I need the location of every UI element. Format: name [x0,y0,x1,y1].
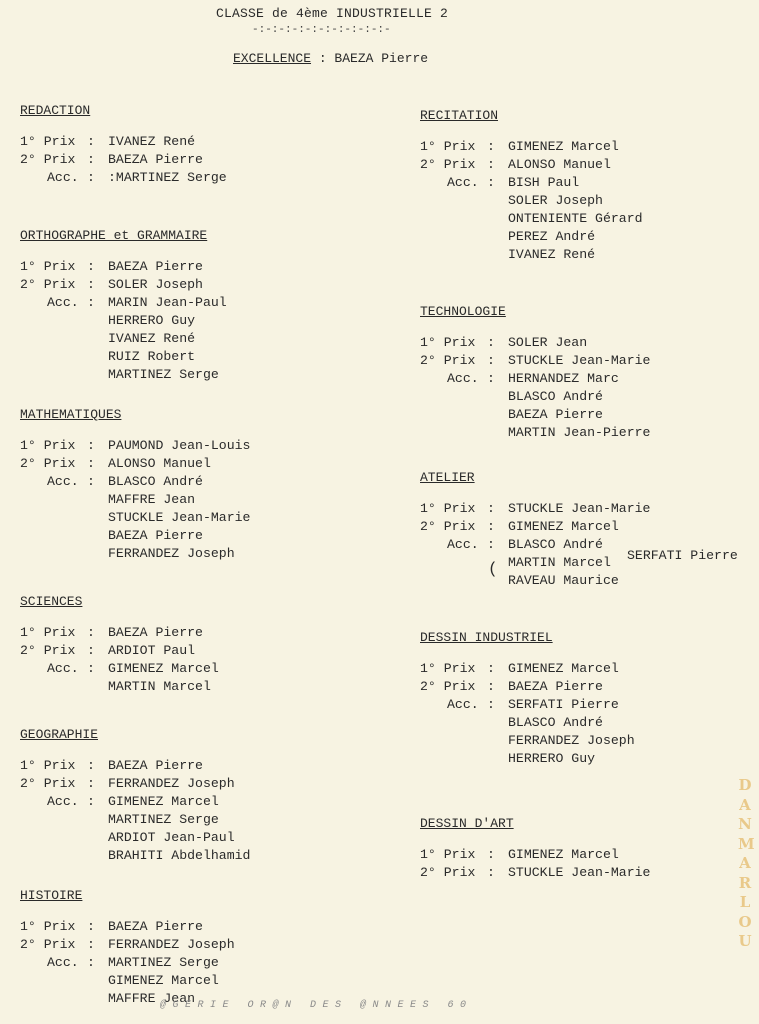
award-rank: 2° Prix [420,519,476,534]
separator: : [87,134,95,149]
excellence-value: : BAEZA Pierre [318,51,429,66]
separator: : [87,152,95,167]
student-name: SOLER Joseph [508,193,603,208]
student-name: MARIN Jean-Paul [108,295,227,310]
student-name: STUCKLE Jean-Marie [108,510,251,525]
section-orthographe [20,228,227,384]
award-line [420,572,619,590]
student-name: SOLER Jean [508,335,588,350]
award-line [20,312,207,330]
excellence-label: EXCELLENCE [233,51,312,66]
separator: : [87,955,95,970]
award-line [20,294,227,312]
award-line [20,624,203,642]
section-geographie [20,727,251,865]
student-name: MARTINEZ Serge [108,367,219,382]
section-heading: ORTHOGRAPHE et GRAMMAIRE [20,228,208,243]
award-line [20,660,219,678]
student-name: HERRERO Guy [108,313,196,328]
student-name: MARTIN Marcel [508,555,611,570]
award-rank: Acc. [447,175,479,190]
separator: : [487,501,495,516]
student-name: STUCKLE Jean-Marie [508,865,651,880]
separator: : [487,679,495,694]
student-name: GIMENEZ Marcel [108,794,219,809]
award-line [20,545,235,563]
separator: : [87,776,95,791]
award-line [20,527,203,545]
award-line [20,133,196,151]
award-line [20,509,251,527]
award-rank: 1° Prix [20,259,76,274]
award-line [20,936,235,954]
award-line [420,536,603,554]
award-rank: 1° Prix [420,335,476,350]
award-rank: 2° Prix [420,679,476,694]
student-name: BRAHITI Abdelhamid [108,848,251,863]
student-name: GIMENEZ Marcel [508,661,619,676]
student-name: SERFATI Pierre [508,697,619,712]
separator: : [487,371,495,386]
award-line [420,406,603,424]
section-histoire [20,888,235,1008]
student-name: BLASCO André [508,715,603,730]
section-technologie [420,304,651,442]
student-name: :MARTINEZ Serge [108,170,227,185]
award-rank: 1° Prix [20,919,76,934]
section-sciences [20,594,219,696]
student-name: FERRANDEZ Joseph [108,776,235,791]
section-dessin-art [420,816,651,882]
watermark-text: DANMARLOU [738,776,755,950]
student-name: ARDIOT Jean-Paul [108,830,235,845]
award-rank: 1° Prix [420,661,476,676]
award-line [20,990,196,1008]
award-line [420,174,580,192]
student-name: BAEZA Pierre [508,679,603,694]
student-name: MARTINEZ Serge [108,955,219,970]
section-heading: DESSIN D'ART [420,816,514,831]
student-name: BAEZA Pierre [108,259,203,274]
separator: : [87,170,95,185]
section-heading: ATELIER [420,470,475,485]
award-rank: 2° Prix [20,152,76,167]
award-rank: 1° Prix [420,847,476,862]
student-name: BLASCO André [508,537,603,552]
separator: : [87,937,95,952]
separator: : [87,643,95,658]
separator: : [87,456,95,471]
student-name: BAEZA Pierre [108,919,203,934]
award-line [20,473,203,491]
award-line [420,334,588,352]
award-line [420,500,651,518]
award-rank: 1° Prix [20,134,76,149]
student-name: GIMENEZ Marcel [508,139,619,154]
award-line [20,491,196,509]
separator: : [87,277,95,292]
award-line [420,156,611,174]
student-name: ONTENIENTE Gérard [508,211,643,226]
award-rank: 2° Prix [420,865,476,880]
section-dessin-industriel [420,630,635,768]
award-rank: Acc. [47,170,79,185]
award-line [20,918,203,936]
award-rank: 2° Prix [20,456,76,471]
student-name: BAEZA Pierre [108,528,203,543]
student-name: MARTIN Marcel [108,679,211,694]
student-name: BAEZA Pierre [508,407,603,422]
student-name: RUIZ Robert [108,349,196,364]
separator: : [87,474,95,489]
student-name: ALONSO Manuel [108,456,211,471]
student-name: GIMENEZ Marcel [108,973,219,988]
separator: : [487,139,495,154]
separator: : [487,661,495,676]
award-line [420,370,619,388]
award-rank: 2° Prix [20,277,76,292]
student-name: FERRANDEZ Joseph [108,937,235,952]
award-line [420,750,596,768]
student-name: MAFFRE Jean [108,991,196,1006]
award-line [420,210,643,228]
award-line [20,847,251,865]
separator: : [487,865,495,880]
student-name: MARTINEZ Serge [108,812,219,827]
student-name: BAEZA Pierre [108,758,203,773]
award-rank: Acc. [447,697,479,712]
award-line [20,775,235,793]
separator: : [87,661,95,676]
student-name: IVANEZ René [508,247,596,262]
student-name: PAUMOND Jean-Louis [108,438,251,453]
class-title: CLASSE de 4ème INDUSTRIELLE 2 [216,6,449,21]
section-recitation [420,108,643,264]
award-line [20,366,219,384]
student-name: HERRERO Guy [508,751,596,766]
award-rank: 1° Prix [20,438,76,453]
section-heading: MATHEMATIQUES [20,407,122,422]
separator: : [87,259,95,274]
student-name: GIMENEZ Marcel [508,519,619,534]
award-rank: 2° Prix [420,353,476,368]
award-line [420,228,596,246]
award-line [20,954,219,972]
award-line [20,811,219,829]
award-line [20,348,207,366]
separator: : [487,537,495,552]
student-name: RAVEAU Maurice [508,573,619,588]
award-line [420,696,619,714]
student-name: GIMENEZ Marcel [508,847,619,862]
award-rank: 1° Prix [420,501,476,516]
award-line [20,642,196,660]
award-line [420,554,611,572]
award-rank: 1° Prix [20,758,76,773]
separator: : [87,758,95,773]
student-name: ARDIOT Paul [108,643,196,658]
award-line [420,138,619,156]
student-name: MAFFRE Jean [108,492,196,507]
award-line [420,388,603,406]
award-rank: 2° Prix [20,937,76,952]
award-rank: 1° Prix [420,139,476,154]
award-line [20,151,203,169]
student-name: IVANEZ René [108,134,196,149]
student-name: FERRANDEZ Joseph [508,733,635,748]
student-name: FERRANDEZ Joseph [108,546,235,561]
award-line [20,678,211,696]
section-heading: GEOGRAPHIE [20,727,99,742]
award-line [20,757,203,775]
student-name: BISH Paul [508,175,580,190]
section-heading: TECHNOLOGIE [420,304,506,319]
separator: : [487,335,495,350]
award-rank: 1° Prix [20,625,76,640]
student-name: BLASCO André [108,474,203,489]
award-line [420,732,635,750]
award-line [20,437,251,455]
award-line [20,169,227,187]
atelier-aside-name: SERFATI Pierre [627,548,738,563]
award-line [20,276,207,294]
student-name: BAEZA Pierre [108,625,203,640]
award-line [20,793,219,811]
award-rank: 2° Prix [420,157,476,172]
award-rank: Acc. [47,474,79,489]
student-name: PEREZ André [508,229,596,244]
section-heading: REDACTION [20,103,91,118]
separator: : [487,353,495,368]
award-line [420,714,603,732]
student-name: IVANEZ René [108,331,196,346]
section-heading: SCIENCES [20,594,83,609]
award-rank: Acc. [47,955,79,970]
separator: : [487,175,495,190]
section-mathematiques [20,407,251,563]
separator: : [487,519,495,534]
section-atelier [420,470,738,590]
award-line [420,846,619,864]
award-rank: Acc. [447,537,479,552]
decorative-divider: -:-:-:-:-:-:-:-:-:-:- [252,24,391,36]
award-line [20,972,219,990]
bracket-mark: ( [488,560,498,578]
section-redaction [20,103,227,187]
award-line [420,518,619,536]
separator: : [87,625,95,640]
student-name: BLASCO André [508,389,603,404]
student-name: STUCKLE Jean-Marie [508,353,651,368]
award-rank: Acc. [47,794,79,809]
award-rank: 2° Prix [20,643,76,658]
award-rank: Acc. [447,371,479,386]
award-rank: Acc. [47,661,79,676]
award-rank: 2° Prix [20,776,76,791]
award-line [420,352,651,370]
award-line [20,455,211,473]
excellence-line [233,51,428,66]
student-name: BAEZA Pierre [108,152,203,167]
footer-caption: @GERIE OR@N DES @NNEES 60 [160,1000,473,1011]
section-heading: HISTOIRE [20,888,83,903]
separator: : [87,794,95,809]
section-heading: DESSIN INDUSTRIEL [420,630,553,645]
separator: : [487,847,495,862]
student-name: GIMENEZ Marcel [108,661,219,676]
award-line [420,192,603,210]
award-rank: Acc. [47,295,79,310]
student-name: HERNANDEZ Marc [508,371,619,386]
award-line [20,829,235,847]
award-line [420,660,619,678]
award-line [420,246,596,264]
award-line [420,864,651,882]
separator: : [87,919,95,934]
separator: : [487,697,495,712]
award-line [20,330,207,348]
student-name: SOLER Joseph [108,277,203,292]
student-name: MARTIN Jean-Pierre [508,425,651,440]
award-line [420,424,651,442]
separator: : [487,157,495,172]
separator: : [87,438,95,453]
section-heading: RECITATION [420,108,499,123]
student-name: ALONSO Manuel [508,157,611,172]
award-line [20,258,207,276]
separator: : [87,295,95,310]
student-name: STUCKLE Jean-Marie [508,501,651,516]
award-line [420,678,603,696]
watermark-vertical [735,776,755,952]
